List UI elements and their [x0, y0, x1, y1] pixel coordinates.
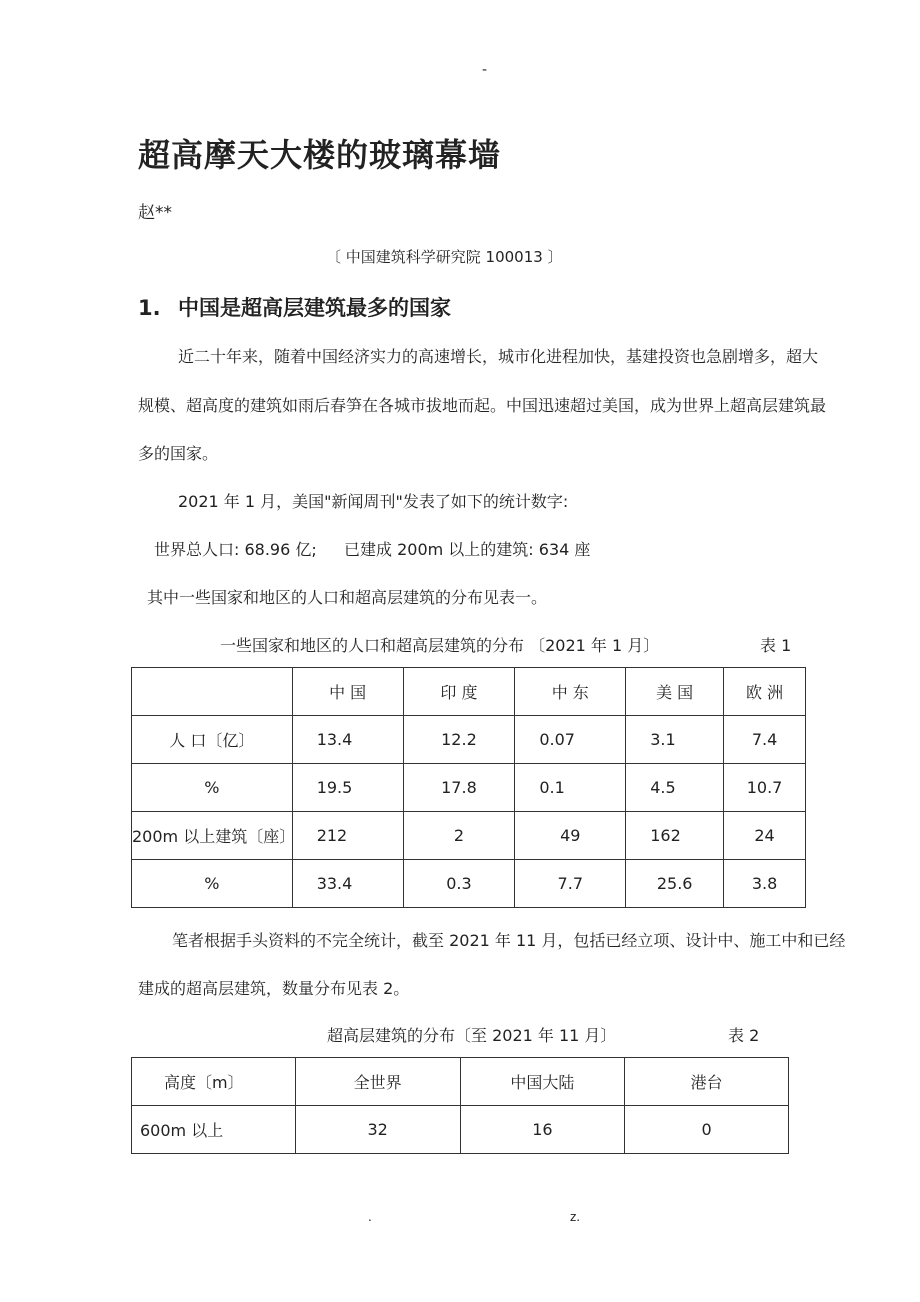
table-row-label: %	[132, 860, 293, 908]
table-cell: 0.1	[515, 764, 626, 812]
table-header-cell: 高度〔m〕	[132, 1058, 296, 1106]
table-row	[132, 812, 806, 860]
table-cell: 19.5	[292, 764, 403, 812]
table-header-cell: 美 国	[626, 668, 724, 716]
table-row	[132, 860, 806, 908]
table-header-row	[132, 1058, 789, 1106]
paragraph-line: 建成的超高层建筑，数量分布见表 2。	[138, 979, 410, 998]
footer-left-mark: .	[368, 1210, 372, 1224]
header-mark: -	[482, 62, 488, 78]
table-header-row	[132, 668, 806, 716]
table-row	[132, 716, 806, 764]
affiliation: 〔 中国建筑科学研究院 100013 〕	[326, 248, 563, 266]
table-cell: 25.6	[626, 860, 724, 908]
author: 赵**	[138, 203, 172, 223]
table-cell: 49	[515, 812, 626, 860]
table-header-cell: 印 度	[403, 668, 515, 716]
table-cell: 0.3	[403, 860, 515, 908]
table-cell: 16	[460, 1106, 625, 1154]
paragraph-line: 近二十年来，随着中国经济实力的高速增长，城市化进程加快，基建投资也急剧增多，超大	[178, 347, 819, 366]
table2-label: 表 2	[728, 1026, 760, 1045]
section-title: 中国是超高层建筑最多的国家	[178, 296, 451, 320]
table-cell: 0.07	[515, 716, 626, 764]
footer-right-mark: z.	[570, 1210, 581, 1224]
table-cell: 32	[295, 1106, 460, 1154]
table-cell: 7.4	[724, 716, 806, 764]
table-header-cell: 中国大陆	[460, 1058, 625, 1106]
table-cell: 162	[626, 812, 724, 860]
table-header-cell: 港台	[625, 1058, 789, 1106]
paragraph: 2021 年 1 月，美国"新闻周刊"发表了如下的统计数字:	[178, 492, 569, 511]
page-title: 超高摩天大楼的玻璃幕墙	[138, 136, 502, 174]
table-cell: 10.7	[724, 764, 806, 812]
paragraph-line: 多的国家。	[138, 444, 219, 463]
table-header-cell: 中 国	[292, 668, 403, 716]
table-row-label: 600m 以上	[132, 1106, 296, 1154]
table-header-cell	[132, 668, 293, 716]
table-row-label: 200m 以上建筑〔座〕	[132, 812, 293, 860]
table-2	[131, 1057, 789, 1154]
table-cell: 4.5	[626, 764, 724, 812]
table-cell: 24	[724, 812, 806, 860]
table-row-label: %	[132, 764, 293, 812]
paragraph-line: 笔者根据手头资料的不完全统计，截至 2021 年 11 月，包括已经立项、设计中、施工中和已经	[172, 931, 846, 950]
paragraph-line: 规模、超高度的建筑如雨后春笋在各城市拔地而起。中国迅速超过美国，成为世界上超高层建筑最	[138, 396, 827, 415]
table1-label: 表 1	[760, 636, 792, 655]
table-cell: 7.7	[515, 860, 626, 908]
table-row	[132, 1106, 789, 1154]
table-cell: 12.2	[403, 716, 515, 764]
table-cell: 33.4	[292, 860, 403, 908]
stat-population: 世界总人口: 68.96 亿;	[154, 540, 317, 559]
table-cell: 0	[625, 1106, 789, 1154]
table-cell: 212	[292, 812, 403, 860]
table2-caption: 超高层建筑的分布〔至 2021 年 11 月〕	[327, 1026, 617, 1045]
table-header-cell: 中 东	[515, 668, 626, 716]
table-header-cell: 全世界	[295, 1058, 460, 1106]
table-cell: 2	[403, 812, 515, 860]
stat-buildings: 已建成 200m 以上的建筑: 634 座	[344, 540, 591, 559]
section-number: 1.	[138, 296, 161, 320]
table1-caption: 一些国家和地区的人口和超高层建筑的分布 〔2021 年 1 月〕	[220, 636, 660, 655]
table-cell: 3.1	[626, 716, 724, 764]
table-cell: 3.8	[724, 860, 806, 908]
table-row-label: 人 口〔亿〕	[132, 716, 293, 764]
section-heading	[138, 292, 451, 322]
table-row	[132, 764, 806, 812]
table-cell: 13.4	[292, 716, 403, 764]
table-1	[131, 667, 806, 908]
table-cell: 17.8	[403, 764, 515, 812]
table-header-cell: 欧 洲	[724, 668, 806, 716]
paragraph: 其中一些国家和地区的人口和超高层建筑的分布见表一。	[147, 588, 548, 607]
